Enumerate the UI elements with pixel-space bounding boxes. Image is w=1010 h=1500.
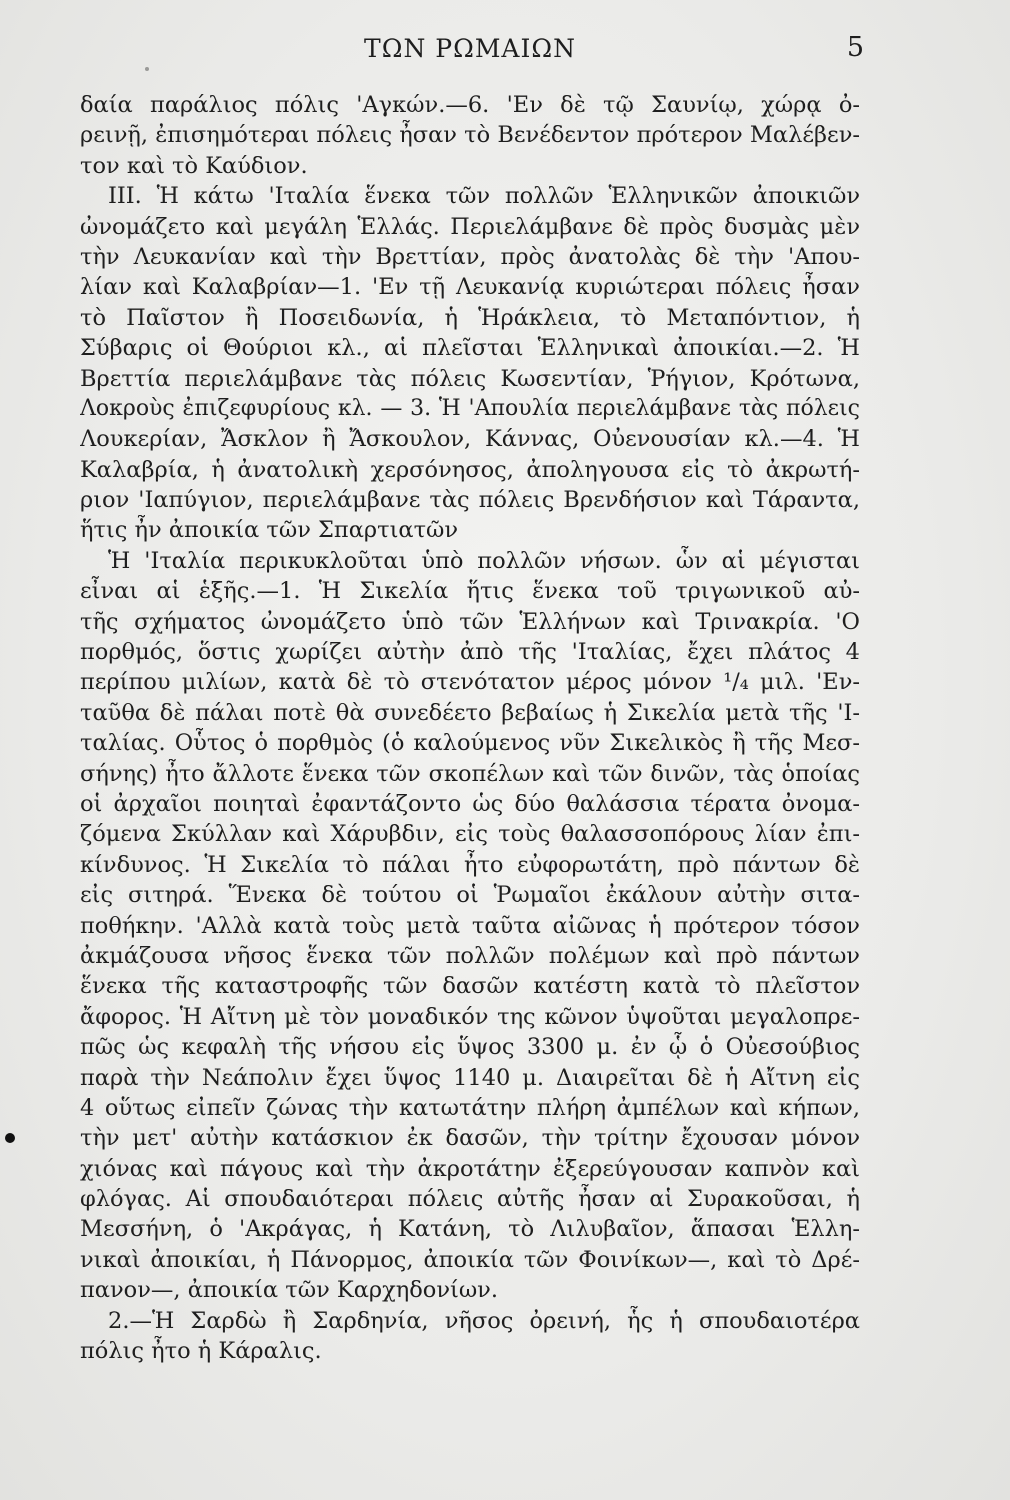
text-line: 2.—Ἡ Σαρδὼ ἢ Σαρδηνία, νῆσος ὀρεινή, ἧς ἡ σπουδαιοτέρα bbox=[108, 1307, 860, 1334]
text-line: φλόγας. Αἱ σπουδαιότεραι πόλεις αὐτῆς ἦσαν αἱ Συρακοῦσαι, ἡ bbox=[80, 1186, 860, 1213]
text-line: ταλίας. Οὗτος ὁ πορθμὸς (ὁ καλούμενος νῦν Σικελικὸς ἢ τῆς Μεσ- bbox=[80, 730, 860, 757]
text-line: τῆς σχήματος ὠνομάζετο ὑπὸ τῶν Ἑλλήνων καὶ Τρινακρία. 'Ο bbox=[80, 608, 860, 635]
text-line: Μεσσήνη, ὁ 'Ακράγας, ἡ Κατάνη, τὸ Λιλυβαῖον, ἅπασαι Ἑλλη- bbox=[80, 1216, 860, 1243]
text-line: δαία παράλιος πόλις 'Αγκών.—6. 'Εν δὲ τῷ Σαυνίῳ, χώρᾳ ὀ- bbox=[80, 92, 860, 118]
text-line: Βρεττία περιελάμβανε τὰς πόλεις Κωσεντίαν, Ῥήγιον, Κρότωνα, bbox=[80, 365, 860, 392]
paper-speck bbox=[145, 67, 149, 71]
text-line: χιόνας καὶ πάγους καὶ τὴν ἀκροτάτην ἐξερεύγουσαν καπνὸν καὶ bbox=[80, 1155, 860, 1182]
text-line: εἰς σιτηρά. Ἕνεκα δὲ τούτου οἱ Ῥωμαῖοι ἐκάλουν αὐτὴν σιτα- bbox=[80, 882, 860, 909]
text-line: λίαν καὶ Καλαβρίαν—1. 'Εν τῇ Λευκανίᾳ κυριώτεραι πόλεις ἦσαν bbox=[80, 274, 860, 301]
text-line: ἄφορος. Ἡ Αἴτνη μὲ τὸν μοναδικόν της κῶνον ὑψοῦται μεγαλοπρε- bbox=[80, 1003, 860, 1030]
page-number: 5 bbox=[846, 32, 864, 63]
text-line: πορθμός, ὅστις χωρίζει αὐτὴν ἀπὸ τῆς 'Ιταλίας, ἔχει πλάτος 4 bbox=[80, 639, 860, 666]
text-line: κίνδυνος. Ἡ Σικελία τὸ πάλαι ἦτο εὐφορωτάτη, πρὸ πάντων δὲ bbox=[80, 851, 860, 878]
text-line: ὠνομάζετο καὶ μεγάλη Ἑλλάς. Περιελάμβανε δὲ πρὸς δυσμὰς μὲν bbox=[80, 213, 860, 240]
text-line: σήνης) ἦτο ἄλλοτε ἕνεκα τῶν σκοπέλων καὶ τῶν δινῶν, τὰς ὁποίας bbox=[80, 760, 860, 787]
text-line: τὴν Λευκανίαν καὶ τὴν Βρεττίαν, πρὸς ἀνατολὰς δὲ τὴν 'Απου- bbox=[80, 243, 860, 270]
body-text bbox=[80, 90, 860, 1366]
running-title: ΤΩΝ ΡΩΜΑΙΩΝ bbox=[364, 34, 576, 63]
text-line: νικαὶ ἀποικίαι, ἡ Πάνορμος, ἀποικία τῶν Φοινίκων—, καὶ τὸ Δρέ- bbox=[80, 1246, 860, 1273]
text-line: III. Ἡ κάτω 'Ιταλία ἕνεκα τῶν πολλῶν Ἑλληνικῶν ἀποικιῶν bbox=[108, 183, 860, 210]
text-line: τον καὶ τὸ Καύδιον. bbox=[80, 152, 308, 179]
text-line: ριον 'Ιαπύγιον, περιελάμβανε τὰς πόλεις Βρενδήσιον καὶ Τάραντα, bbox=[80, 487, 860, 514]
text-line: πόλις ἦτο ἡ Κάραλις. bbox=[80, 1338, 322, 1365]
text-line: ρεινῇ, ἐπισημότεραι πόλεις ἦσαν τὸ Βενέδεντον πρότερον Μαλέβεν- bbox=[80, 122, 860, 149]
text-line: ἕνεκα τῆς καταστροφῆς τῶν δασῶν κατέστη κατὰ τὸ πλεῖστον bbox=[80, 973, 860, 1000]
text-line: πῶς ὡς κεφαλὴ τῆς νήσου εἰς ὕψος 3300 μ. ἐν ᾧ ὁ Οὐεσούβιος bbox=[80, 1034, 860, 1061]
text-line: περίπου μιλίων, κατὰ δὲ τὸ στενότατον μέρος μόνον ¹/₄ μιλ. 'Εν- bbox=[80, 669, 860, 696]
text-line: τὴν μετ' αὐτὴν κατάσκιον ἐκ δασῶν, τὴν τρίτην ἔχουσαν μόνον bbox=[80, 1125, 860, 1152]
text-line: ταῦθα δὲ πάλαι ποτὲ θὰ συνεδέετο βεβαίως ἡ Σικελία μετὰ τῆς 'Ι- bbox=[80, 699, 860, 726]
text-line: Καλαβρία, ἡ ἀνατολικὴ χερσόνησος, ἀποληγουσα εἰς τὸ ἀκρωτή- bbox=[80, 456, 860, 483]
text-line: ἥτις ἦν ἀποικία τῶν Σπαρτιατῶν bbox=[80, 517, 459, 544]
running-head bbox=[80, 32, 864, 64]
text-line: Λουκερίαν, Ἄσκλον ἢ Ἄσκουλον, Κάννας, Οὐενουσίαν κλ.—4. Ἡ bbox=[80, 426, 860, 453]
text-line: ἀκμάζουσα νῆσος ἕνεκα τῶν πολλῶν πολέμων καὶ πρὸ πάντων bbox=[80, 942, 860, 969]
text-line: ζόμενα Σκύλλαν καὶ Χάρυβδιν, εἰς τοὺς θαλασσοπόρους λίαν ἐπι- bbox=[80, 821, 860, 848]
text-line: τὸ Παῖστον ἢ Ποσειδωνία, ἡ Ἡράκλεια, τὸ Μεταπόντιον, ἡ bbox=[80, 304, 860, 331]
text-line: ποθήκην. 'Αλλὰ κατὰ τοὺς μετὰ ταῦτα αἰῶνας ἡ πρότερον τόσον bbox=[80, 912, 860, 939]
text-line: εἶναι αἱ ἑξῆς.—1. Ἡ Σικελία ἥτις ἕνεκα τοῦ τριγωνικοῦ αὐ- bbox=[80, 578, 860, 605]
text-line: Ἡ 'Ιταλία περικυκλοῦται ὑπὸ πολλῶν νήσων. ὧν αἱ μέγισται bbox=[108, 547, 860, 574]
text-line: 4 οὕτως εἰπεῖν ζώνας τὴν κατωτάτην πλήρη ἀμπέλων καὶ κήπων, bbox=[80, 1094, 860, 1121]
text-line: παρὰ τὴν Νεάπολιν ἔχει ὕψος 1140 μ. Διαιρεῖται δὲ ἡ Αἴτνη εἰς bbox=[80, 1064, 860, 1091]
text-line: οἱ ἀρχαῖοι ποιηταὶ ἐφαντάζοντο ὡς δύο θαλάσσια τέρατα ὀνομα- bbox=[80, 790, 860, 817]
text-line: πανον—, ἀποικία τῶν Καρχηδονίων. bbox=[80, 1277, 499, 1304]
margin-mark bbox=[5, 1133, 15, 1143]
text-line: Λοκροὺς ἐπιζεφυρίους κλ. — 3. Ἡ 'Απουλία περιελάμβανε τὰς πόλεις bbox=[80, 395, 860, 421]
text-line: Σύβαρις οἱ Θούριοι κλ., αἱ πλεῖσται Ἑλληνικαὶ ἀποικίαι.—2. Ἡ bbox=[80, 335, 860, 362]
